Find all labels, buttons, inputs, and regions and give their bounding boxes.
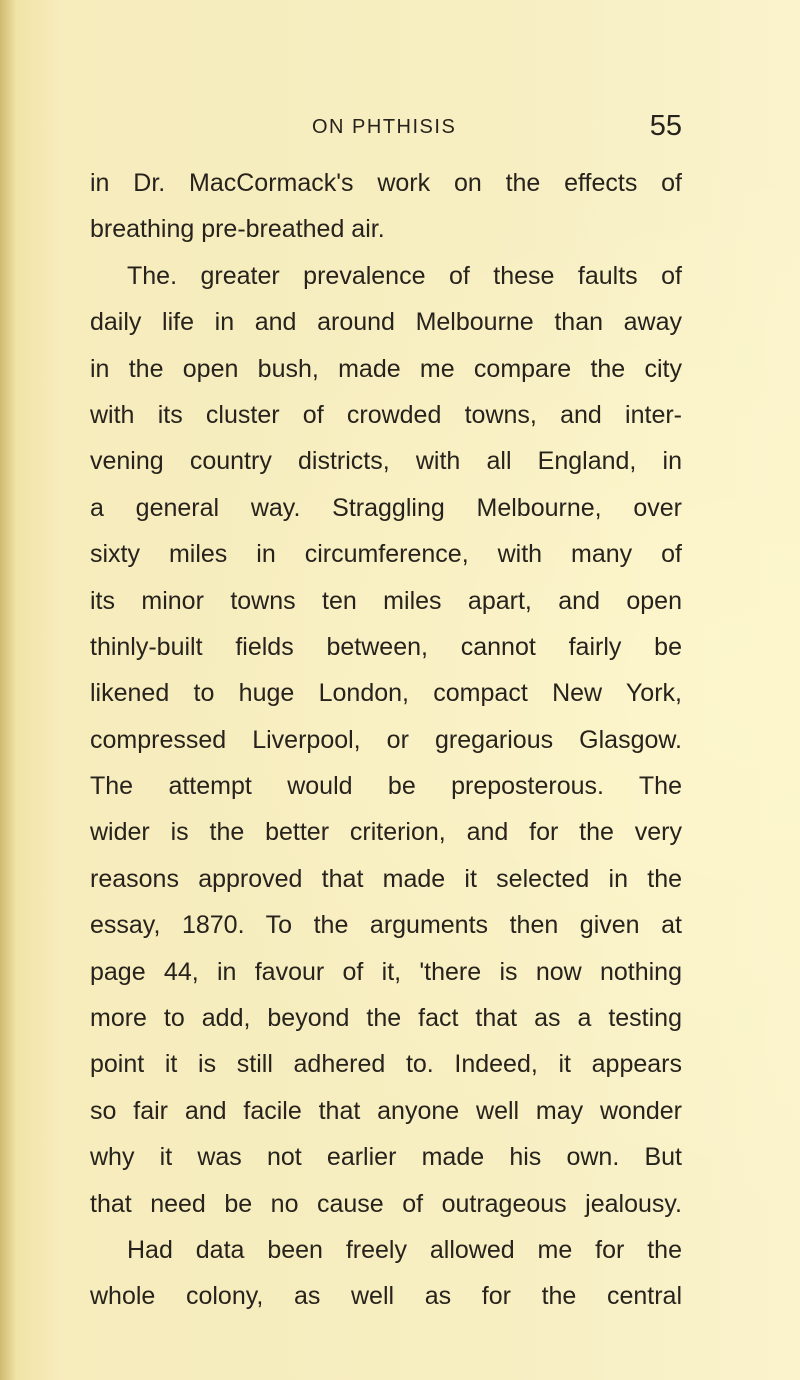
text-line: likened to huge London, compact New York, — [90, 679, 682, 708]
text-line: daily life in and around Melbourne than away — [90, 308, 682, 337]
text-line: compressed Liverpool, or gregarious Glasgow. — [90, 725, 682, 754]
text-line: reasons approved that made it selected in the — [90, 864, 682, 893]
text-line: with its cluster of crowded towns, and inter- — [90, 400, 682, 429]
text-line: whole colony, as well as for the central — [90, 1282, 682, 1311]
text-line: essay, 1870. To the arguments then given at — [90, 911, 682, 940]
text-line: a general way. Straggling Melbourne, over — [90, 493, 682, 522]
text-line: Had data been freely allowed me for the — [127, 1235, 682, 1264]
text-line: thinly-built fields between, cannot fairly be — [90, 632, 682, 661]
page-number: 55 — [649, 110, 682, 142]
text-line: point it is still adhered to. Indeed, it appears — [90, 1050, 682, 1079]
page-binding-shadow — [0, 0, 16, 1380]
text-line: that need be no cause of outrageous jealousy. — [90, 1189, 682, 1218]
text-line: in the open bush, made me compare the city — [90, 354, 682, 383]
running-head — [90, 110, 682, 150]
text-line: vening country districts, with all England, in — [90, 447, 682, 476]
text-line: so fair and facile that anyone well may wonder — [90, 1096, 682, 1125]
text-line: The. greater prevalence of these faults of — [127, 261, 682, 290]
text-line: breathing pre-breathed air. — [90, 215, 385, 244]
text-line: why it was not earlier made his own. But — [90, 1143, 682, 1172]
running-head-title: ON PHTHISIS — [312, 116, 457, 138]
text-line: wider is the better criterion, and for the very — [90, 818, 682, 847]
body-text — [90, 160, 682, 1320]
text-line: more to add, beyond the fact that as a testing — [90, 1004, 682, 1033]
text-line: its minor towns ten miles apart, and open — [90, 586, 682, 615]
text-line: page 44, in favour of it, 'there is now nothing — [90, 957, 682, 986]
text-line: The attempt would be preposterous. The — [90, 772, 682, 801]
text-line: in Dr. MacCormack's work on the effects of — [90, 169, 682, 197]
text-line: sixty miles in circumference, with many of — [90, 540, 682, 569]
